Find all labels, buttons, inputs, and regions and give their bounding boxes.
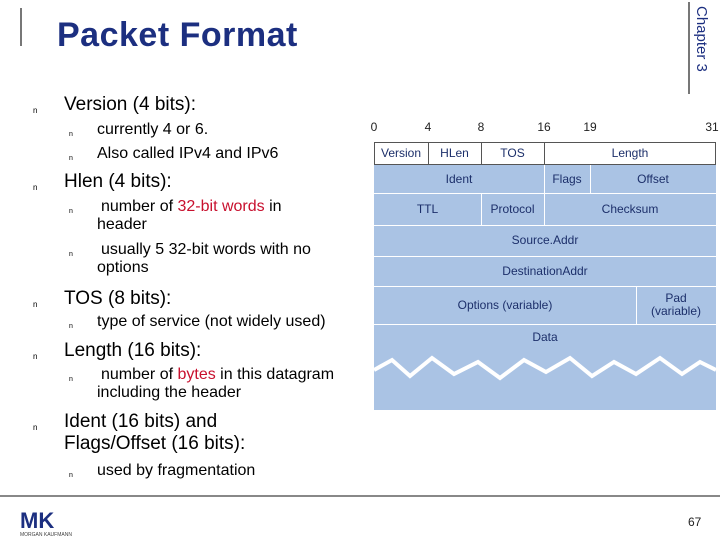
- bullet-marker-icon: n: [69, 323, 73, 330]
- bit-label: 16: [537, 120, 551, 134]
- bullet-marker-icon: n: [69, 155, 73, 162]
- bullet-marker-icon: n: [33, 352, 38, 361]
- field-version: Version: [380, 146, 422, 160]
- field-flags: Flags: [552, 171, 582, 186]
- field-destination-addr: DestinationAddr: [502, 263, 588, 278]
- data-break-wave: [374, 352, 716, 408]
- field-ident: Ident: [445, 171, 473, 186]
- bullet-marker-icon: n: [33, 423, 38, 432]
- field-tos: TOS: [500, 146, 525, 160]
- field-protocol: Protocol: [490, 201, 535, 216]
- field-source-addr: Source.Addr: [511, 233, 579, 247]
- field-offset: Offset: [637, 171, 669, 186]
- bit-label: 4: [424, 120, 432, 134]
- bullet-marker-icon: n: [69, 472, 73, 479]
- footer-rule: [0, 495, 720, 497]
- chapter-label: Chapter 3: [693, 6, 710, 72]
- svg-text:MORGAN KAUFMANN: MORGAN KAUFMANN: [20, 532, 72, 538]
- bullet-marker-icon: n: [69, 131, 73, 138]
- field-ttl: TTL: [416, 201, 439, 216]
- field-hlen: HLen: [440, 146, 469, 160]
- bullet-marker-icon: n: [69, 208, 73, 215]
- field-checksum: Checksum: [601, 201, 659, 216]
- left-rule: [20, 8, 22, 46]
- bit-label: 31: [705, 120, 719, 134]
- bullet-marker-icon: n: [69, 251, 73, 258]
- bullet-marker-icon: n: [69, 376, 73, 383]
- field-options: Options (variable): [457, 297, 553, 312]
- svg-text:MK: MK: [20, 508, 55, 533]
- ip-header-diagram: [372, 120, 720, 415]
- page-number: 67: [688, 515, 702, 529]
- bullet-marker-icon: n: [33, 300, 38, 309]
- bit-label: 8: [477, 120, 485, 134]
- header-fields: [374, 142, 716, 410]
- bullet-marker-icon: n: [33, 106, 38, 115]
- publisher-logo: [18, 506, 76, 538]
- slide-title: Packet Format: [57, 16, 298, 54]
- bit-label: 19: [583, 120, 597, 134]
- field-pad: Pad (variable): [650, 291, 701, 318]
- bullet-marker-icon: n: [33, 183, 38, 192]
- bit-label: 0: [370, 120, 378, 134]
- field-data: Data: [532, 329, 558, 344]
- field-length: Length: [611, 146, 649, 160]
